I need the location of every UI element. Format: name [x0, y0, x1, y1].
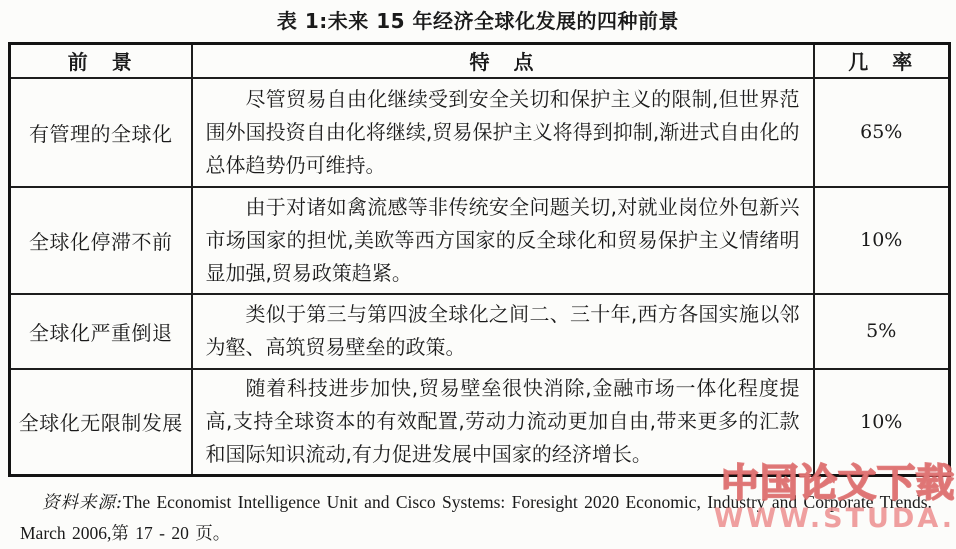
feature-text: 尽管贸易自由化继续受到安全关切和保护主义的限制,但世界范围外国投资自由化将继续,贸易保护主义将得到抑制,渐进式自由化的总体趋势仍可维持。	[205, 86, 800, 177]
table-row	[10, 187, 950, 294]
table-row	[10, 294, 950, 369]
watermark-chinese-text: 中国论文下载	[720, 461, 955, 505]
prospect-cell: 全球化无限制发展	[10, 369, 192, 476]
header-feature: 特 点	[192, 44, 814, 78]
table-title: 表 1:未来 15 年经济全球化发展的四种前景	[276, 9, 680, 33]
feature-text: 随着科技进步加快,贸易壁垒很快消除,金融市场一体化程度提高,支持全球资本的有效配置,劳动力流动更加自由,带来更多的汇款和国际知识流动,有力促进发展中国家的经济增长。	[205, 376, 800, 467]
table-row	[10, 369, 950, 476]
feature-cell	[192, 78, 814, 187]
table-row	[10, 78, 950, 187]
probability-cell: 65%	[814, 78, 950, 187]
prospect-cell: 全球化严重倒退	[10, 294, 192, 369]
watermark-url-text: WWW.STUDA.	[713, 503, 955, 534]
source-line-1	[20, 488, 948, 517]
probability-cell: 10%	[814, 187, 950, 294]
feature-cell	[192, 369, 814, 476]
probability-cell: 10%	[814, 369, 950, 476]
prospect-cell: 全球化停滞不前	[10, 187, 192, 294]
source-text: The Economist Intelligence Unit and Cisco Systems: Foresight 2020 Economic, Industry and Corporate Trends.	[122, 492, 932, 512]
header-prospect: 前 景	[10, 44, 192, 78]
header-row	[10, 44, 950, 78]
feature-text: 类似于第三与第四波全球化之间二、三十年,西方各国实施以邻为壑、高筑贸易壁垒的政策。	[205, 302, 800, 359]
feature-cell	[192, 294, 814, 369]
feature-text: 由于对诸如禽流感等非传统安全问题关切,对就业岗位外包新兴市场国家的担忧,美欧等西方国家的反全球化和贸易保护主义情绪明显加强,贸易政策趋紧。	[205, 194, 800, 285]
source-note	[20, 488, 948, 547]
source-line-2: March 2006,第 17 - 20 页。	[20, 523, 231, 543]
header-probability: 几 率	[814, 44, 950, 78]
prospects-table	[8, 42, 951, 477]
feature-cell	[192, 187, 814, 294]
source-label: 资料来源:	[42, 493, 123, 513]
probability-cell: 5%	[814, 294, 950, 369]
prospect-cell: 有管理的全球化	[10, 78, 192, 187]
